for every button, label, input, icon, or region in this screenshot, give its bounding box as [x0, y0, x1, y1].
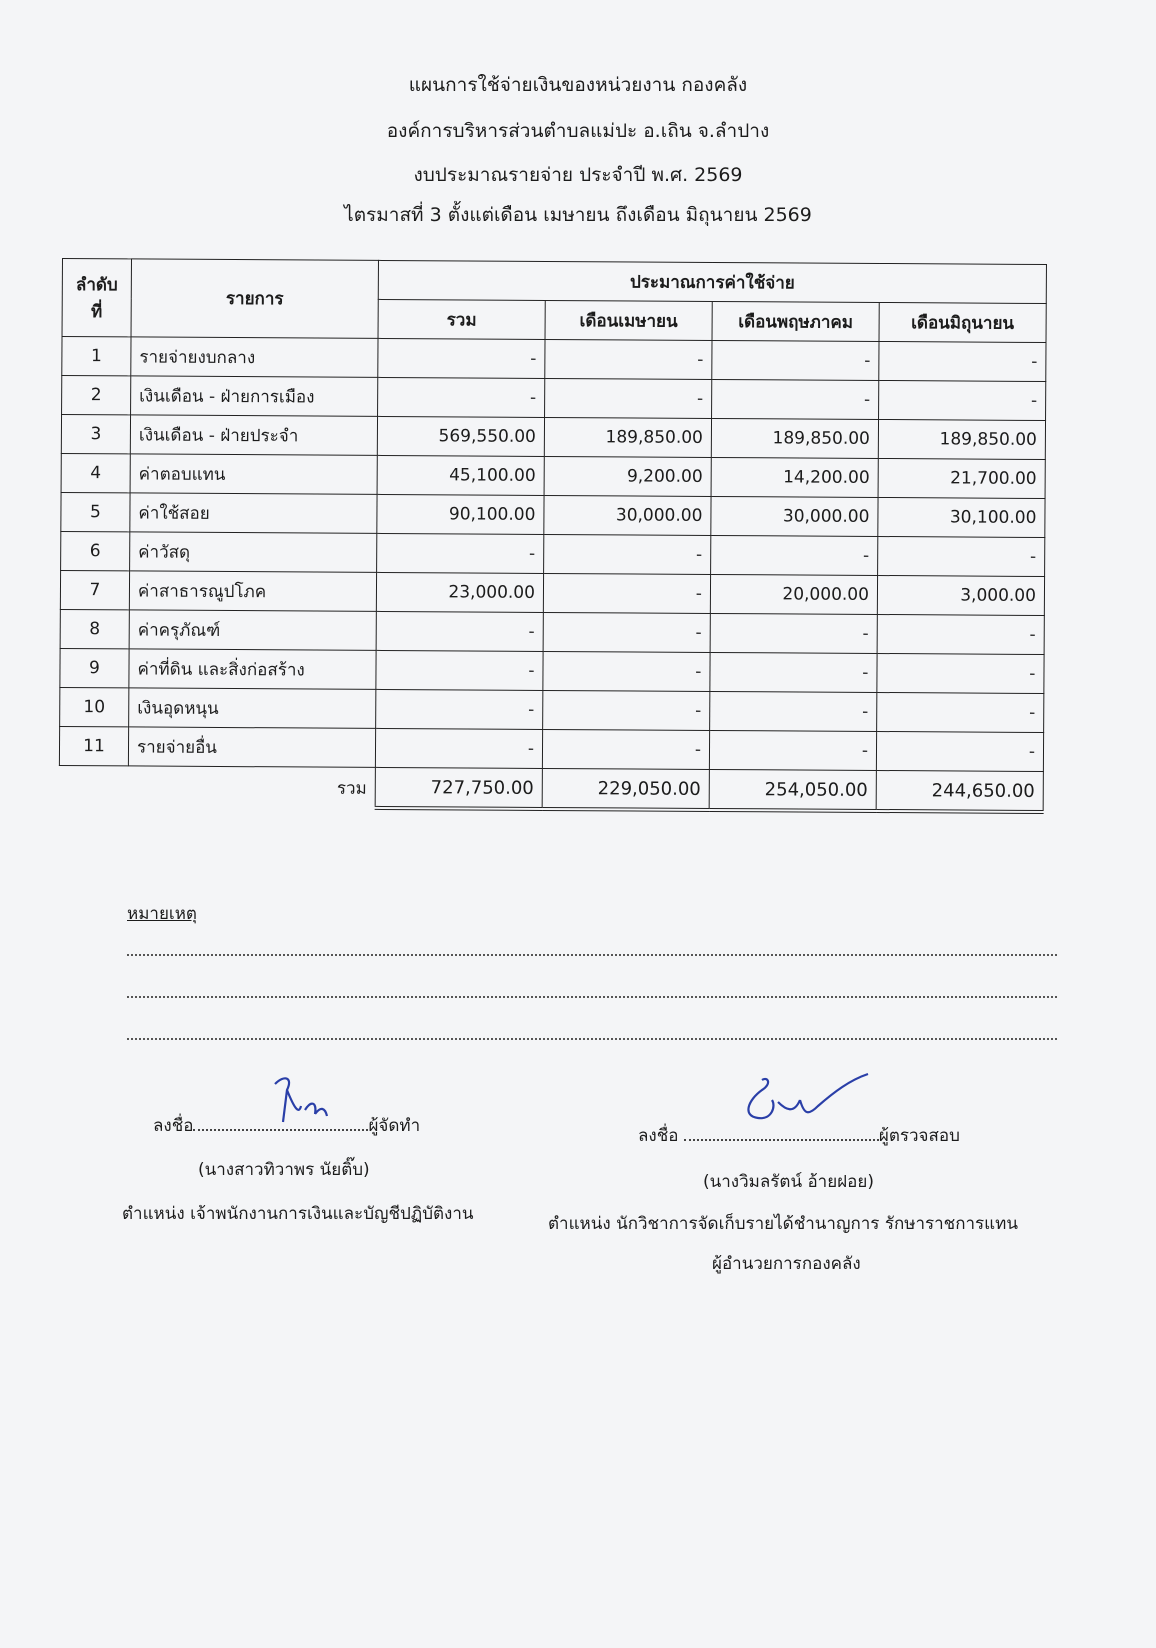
row-month-3: - [876, 731, 1043, 771]
table-row [60, 687, 1044, 732]
row-total: - [376, 689, 543, 729]
header-month-1: เดือนเมษายน [545, 300, 712, 340]
total-row [59, 765, 1043, 812]
table-row [60, 648, 1044, 693]
table-row [62, 337, 1046, 382]
row-total: - [377, 533, 544, 573]
row-month-1: 30,000.00 [544, 495, 711, 535]
remarks-line-2 [127, 996, 1057, 998]
header-month-3: เดือนมิถุนายน [879, 302, 1046, 342]
row-month-3: - [877, 692, 1044, 732]
left-sign-prefix: ลงชื่อ [153, 1116, 194, 1136]
row-month-2: - [712, 340, 879, 380]
row-month-1: - [542, 729, 709, 769]
row-item: รายจ่ายงบกลาง [131, 337, 378, 378]
row-month-2: - [710, 691, 877, 731]
row-number: 6 [61, 531, 130, 570]
row-total: 23,000.00 [376, 572, 543, 612]
row-month-2: 14,200.00 [711, 457, 878, 497]
row-month-2: - [710, 613, 877, 653]
row-month-3: - [879, 380, 1046, 420]
row-total: 90,100.00 [377, 494, 544, 534]
left-signature-scribble [265, 1070, 335, 1130]
left-signer-position: ตำแหน่ง เจ้าพนักงานการเงินและบัญชีปฏิบัติงาน [122, 1204, 474, 1224]
row-number: 11 [59, 726, 128, 765]
row-item: ค่าที่ดิน และสิ่งก่อสร้าง [129, 649, 376, 690]
left-sign-role: ผู้จัดทำ [368, 1116, 421, 1136]
remarks-label: หมายเหตุ [127, 904, 197, 924]
row-total: 569,550.00 [377, 416, 544, 456]
row-month-1: 189,850.00 [544, 417, 711, 457]
right-sign-role: ผู้ตรวจสอบ [878, 1126, 960, 1146]
header-group: ประมาณการค่าใช้จ่าย [378, 260, 1046, 303]
row-month-3: 21,700.00 [878, 458, 1045, 498]
right-signature-scribble [738, 1070, 878, 1140]
row-item: ค่าวัสดุ [130, 532, 377, 573]
header-month-2: เดือนพฤษภาคม [712, 301, 879, 341]
row-item: เงินเดือน - ฝ่ายการเมือง [131, 376, 378, 417]
row-total: - [375, 728, 542, 768]
right-signer-position: ตำแหน่ง นักวิชาการจัดเก็บรายได้ชำนาญการ รักษาราชการแทน [548, 1214, 1018, 1234]
total-month-2: 254,050.00 [709, 769, 876, 811]
row-item: ค่าตอบแทน [130, 454, 377, 495]
right-sign-prefix: ลงชื่อ [638, 1126, 679, 1146]
table-row [61, 531, 1045, 576]
row-month-3: 189,850.00 [878, 419, 1045, 459]
row-month-3: - [877, 614, 1044, 654]
header-item: รายการ [131, 259, 378, 339]
row-month-3: - [879, 341, 1046, 381]
row-total: - [376, 650, 543, 690]
row-number: 9 [60, 648, 129, 687]
row-month-1: - [543, 690, 710, 730]
right-signer-name: (นางวิมลรัตน์ อ้ายฝอย) [703, 1172, 874, 1192]
row-month-2: - [709, 730, 876, 770]
row-item: ค่าสาธารณูปโภค [129, 571, 376, 612]
row-number: 10 [60, 687, 129, 726]
row-month-2: 189,850.00 [711, 418, 878, 458]
row-month-3: 30,100.00 [878, 497, 1045, 537]
table-row [61, 415, 1045, 460]
row-month-1: - [545, 339, 712, 379]
row-number: 7 [60, 570, 129, 609]
row-number: 3 [61, 415, 130, 454]
row-month-2: - [711, 535, 878, 575]
table-row [62, 376, 1046, 421]
right-signer-position-2: ผู้อำนวยการกองคลัง [712, 1254, 861, 1274]
row-number: 8 [60, 609, 129, 648]
budget-table [59, 258, 1047, 814]
row-month-3: - [877, 653, 1044, 693]
row-month-1: 9,200.00 [544, 456, 711, 496]
total-month-3: 244,650.00 [876, 770, 1043, 812]
row-total: - [378, 377, 545, 417]
left-signer-name: (นางสาวทิวาพร นัยติ๊บ) [198, 1160, 370, 1180]
header-total: รวม [378, 299, 545, 339]
row-item: รายจ่ายอื่น [128, 727, 375, 768]
remarks-line-1 [127, 954, 1057, 956]
title-line-4: ไตรมาสที่ 3 ตั้งแต่เดือน เมษายน ถึงเดือน มิถุนายน 2569 [344, 204, 812, 226]
row-number: 5 [61, 492, 130, 531]
row-month-1: - [543, 612, 710, 652]
title-line-1: แผนการใช้จ่ายเงินของหน่วยงาน กองคลัง [408, 74, 748, 96]
row-total: - [378, 338, 545, 378]
row-month-1: - [543, 651, 710, 691]
row-month-3: - [878, 536, 1045, 576]
remarks-line-3 [127, 1038, 1057, 1040]
row-item: ค่าใช้สอย [130, 493, 377, 534]
row-number: 1 [62, 337, 131, 376]
header-no: ลำดับที่ [62, 259, 131, 337]
row-item: เงินอุดหนุน [129, 688, 376, 729]
total-total: 727,750.00 [375, 767, 542, 809]
total-label: รวม [336, 778, 367, 799]
total-month-1: 229,050.00 [542, 768, 709, 810]
row-month-2: 30,000.00 [711, 496, 878, 536]
row-item: เงินเดือน - ฝ่ายประจำ [130, 415, 377, 456]
title-line-2: องค์การบริหารส่วนตำบลแม่ปะ อ.เถิน จ.ลำปาง [386, 120, 770, 142]
row-number: 2 [62, 376, 131, 415]
table-row [61, 492, 1045, 537]
title-line-3: งบประมาณรายจ่าย ประจำปี พ.ศ. 2569 [413, 164, 743, 186]
table-row [60, 609, 1044, 654]
row-total: 45,100.00 [377, 455, 544, 495]
row-number: 4 [61, 453, 130, 492]
row-month-1: - [543, 573, 710, 613]
table-row [60, 570, 1044, 615]
row-month-1: - [544, 534, 711, 574]
row-month-2: - [712, 379, 879, 419]
row-month-1: - [545, 378, 712, 418]
row-item: ค่าครุภัณฑ์ [129, 610, 376, 651]
table-row [59, 726, 1043, 771]
row-total: - [376, 611, 543, 651]
row-month-2: 20,000.00 [710, 574, 877, 614]
table-row [61, 453, 1045, 498]
row-month-3: 3,000.00 [877, 575, 1044, 615]
row-month-2: - [710, 652, 877, 692]
